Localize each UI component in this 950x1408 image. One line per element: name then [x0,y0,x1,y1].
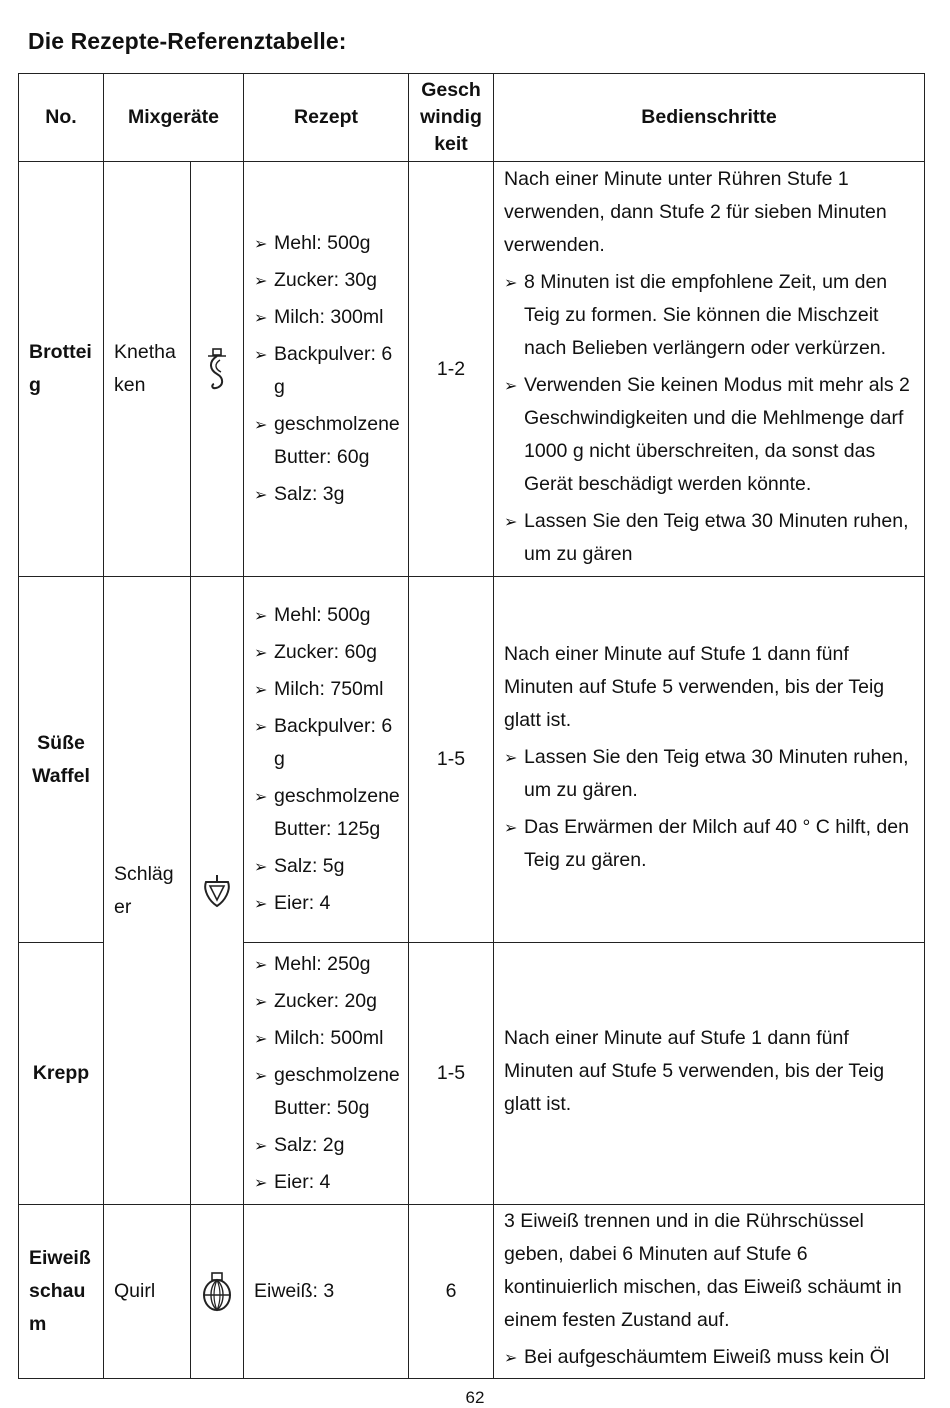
speed-value: 1-5 [409,943,494,1205]
ingredients-cell [244,577,409,943]
recipe-name: Süße Waffel [19,577,104,943]
steps-cell [494,943,925,1205]
step-note: ➢ Bei aufgeschäumtem Eiweiß muss kein Öl [504,1341,914,1374]
ingredient-item: ➢ Backpulver: 6 g [254,338,398,404]
step-note: ➢ Das Erwärmen der Milch auf 40 ° C hilft, den Teig zu gären. [504,811,914,877]
speed-value: 1-5 [409,577,494,943]
ingredient-item: ➢ Mehl: 500g [254,227,398,260]
ingredient-item: ➢ geschmolzene Butter: 50g [254,1059,398,1125]
ingredient-item: ➢ Milch: 500ml [254,1022,398,1055]
ingredient-list [254,227,398,511]
steps-intro: 3 Eiweiß trennen und in die Rührschüssel geben, dabei 6 Minuten auf Stufe 6 kontinuierlich mischen, das Eiweiß schäumt in einem festen Zustand auf. [504,1210,902,1331]
ingredients-cell [244,162,409,577]
ingredient-item: ➢ Eier: 4 [254,1166,398,1199]
ingredient-item: ➢ Salz: 2g [254,1129,398,1162]
flat-beater-icon [201,873,233,909]
header-no: No. [19,74,104,162]
table-header-row [19,74,925,162]
ingredient-item: ➢ Zucker: 60g [254,636,398,669]
table-row [19,1205,925,1379]
ingredients-cell [244,943,409,1205]
tool-icon-cell [191,577,244,1205]
ingredient-item: ➢ Mehl: 500g [254,599,398,632]
recipe-name: Eiweiß schau m [19,1205,104,1379]
step-note: ➢ Lassen Sie den Teig etwa 30 Minuten ruhen, um zu gären. [504,741,914,807]
steps-notes [504,741,914,877]
dough-hook-icon [202,346,232,392]
header-speed-line: windig [420,106,482,128]
ingredient-item: ➢ Milch: 750ml [254,673,398,706]
table-row [19,577,925,943]
step-note: ➢ Lassen Sie den Teig etwa 30 Minuten ruhen, um zu gären [504,505,914,571]
tool-name: Knetha ken [104,162,191,577]
steps-intro: Nach einer Minute unter Rühren Stufe 1 verwenden, dann Stufe 2 für sieben Minuten verwenden. [504,168,887,256]
ingredient-item: ➢ Salz: 3g [254,478,398,511]
page-heading: Die Rezepte-Referenztabelle: [28,28,347,54]
ingredient-list [254,599,398,920]
recipe-name: Brottei g [19,162,104,577]
tool-name: Schläg er [104,577,191,1205]
tool-name: Quirl [104,1205,191,1379]
ingredient-item: ➢ Eier: 4 [254,887,398,920]
header-speed-line: Gesch [421,79,481,101]
ingredient-item: ➢ Salz: 5g [254,850,398,883]
header-mixer: Mixgeräte [104,74,244,162]
header-steps: Bedienschritte [494,74,925,162]
page-number: 62 [465,1388,485,1407]
ingredient-plain: Eiweiß: 3 [254,1280,335,1302]
ingredient-item: ➢ geschmolzene Butter: 125g [254,780,398,846]
ingredient-item: ➢ Backpulver: 6 g [254,710,398,776]
ingredient-item: ➢ Zucker: 30g [254,264,398,297]
step-note: ➢ 8 Minuten ist die empfohlene Zeit, um den Teig zu formen. Sie können die Mischzeit nach Belieben verlängern oder verkürzen. [504,266,914,365]
steps-notes [504,1341,914,1374]
header-recipe: Rezept [244,74,409,162]
ingredient-item: ➢ geschmolzene Butter: 60g [254,408,398,474]
header-speed-line: keit [434,133,468,155]
ingredient-item: ➢ Milch: 300ml [254,301,398,334]
ingredient-item: ➢ Zucker: 20g [254,985,398,1018]
table-row [19,162,925,577]
recipe-name: Krepp [19,943,104,1205]
ingredients-cell [244,1205,409,1379]
whisk-icon [201,1271,233,1313]
recipe-reference-table [18,73,925,1379]
speed-value: 1-2 [409,162,494,577]
steps-cell [494,162,925,577]
steps-cell [494,1205,925,1379]
steps-cell [494,577,925,943]
ingredient-item: ➢ Mehl: 250g [254,948,398,981]
steps-intro: Nach einer Minute auf Stufe 1 dann fünf Minuten auf Stufe 5 verwenden, bis der Teig glatt ist. [504,643,885,731]
step-note: ➢ Verwenden Sie keinen Modus mit mehr als 2 Geschwindigkeiten und die Mehlmenge darf 1000 g nicht überschreiten, da sonst das Gerät beschädigt werden könnte. [504,369,914,501]
header-speed [409,74,494,162]
speed-value: 6 [409,1205,494,1379]
tool-icon-cell [191,1205,244,1379]
steps-notes [504,266,914,571]
tool-icon-cell [191,162,244,577]
ingredient-list [254,948,398,1199]
steps-intro: Nach einer Minute auf Stufe 1 dann fünf Minuten auf Stufe 5 verwenden, bis der Teig glatt ist. [504,1027,885,1115]
